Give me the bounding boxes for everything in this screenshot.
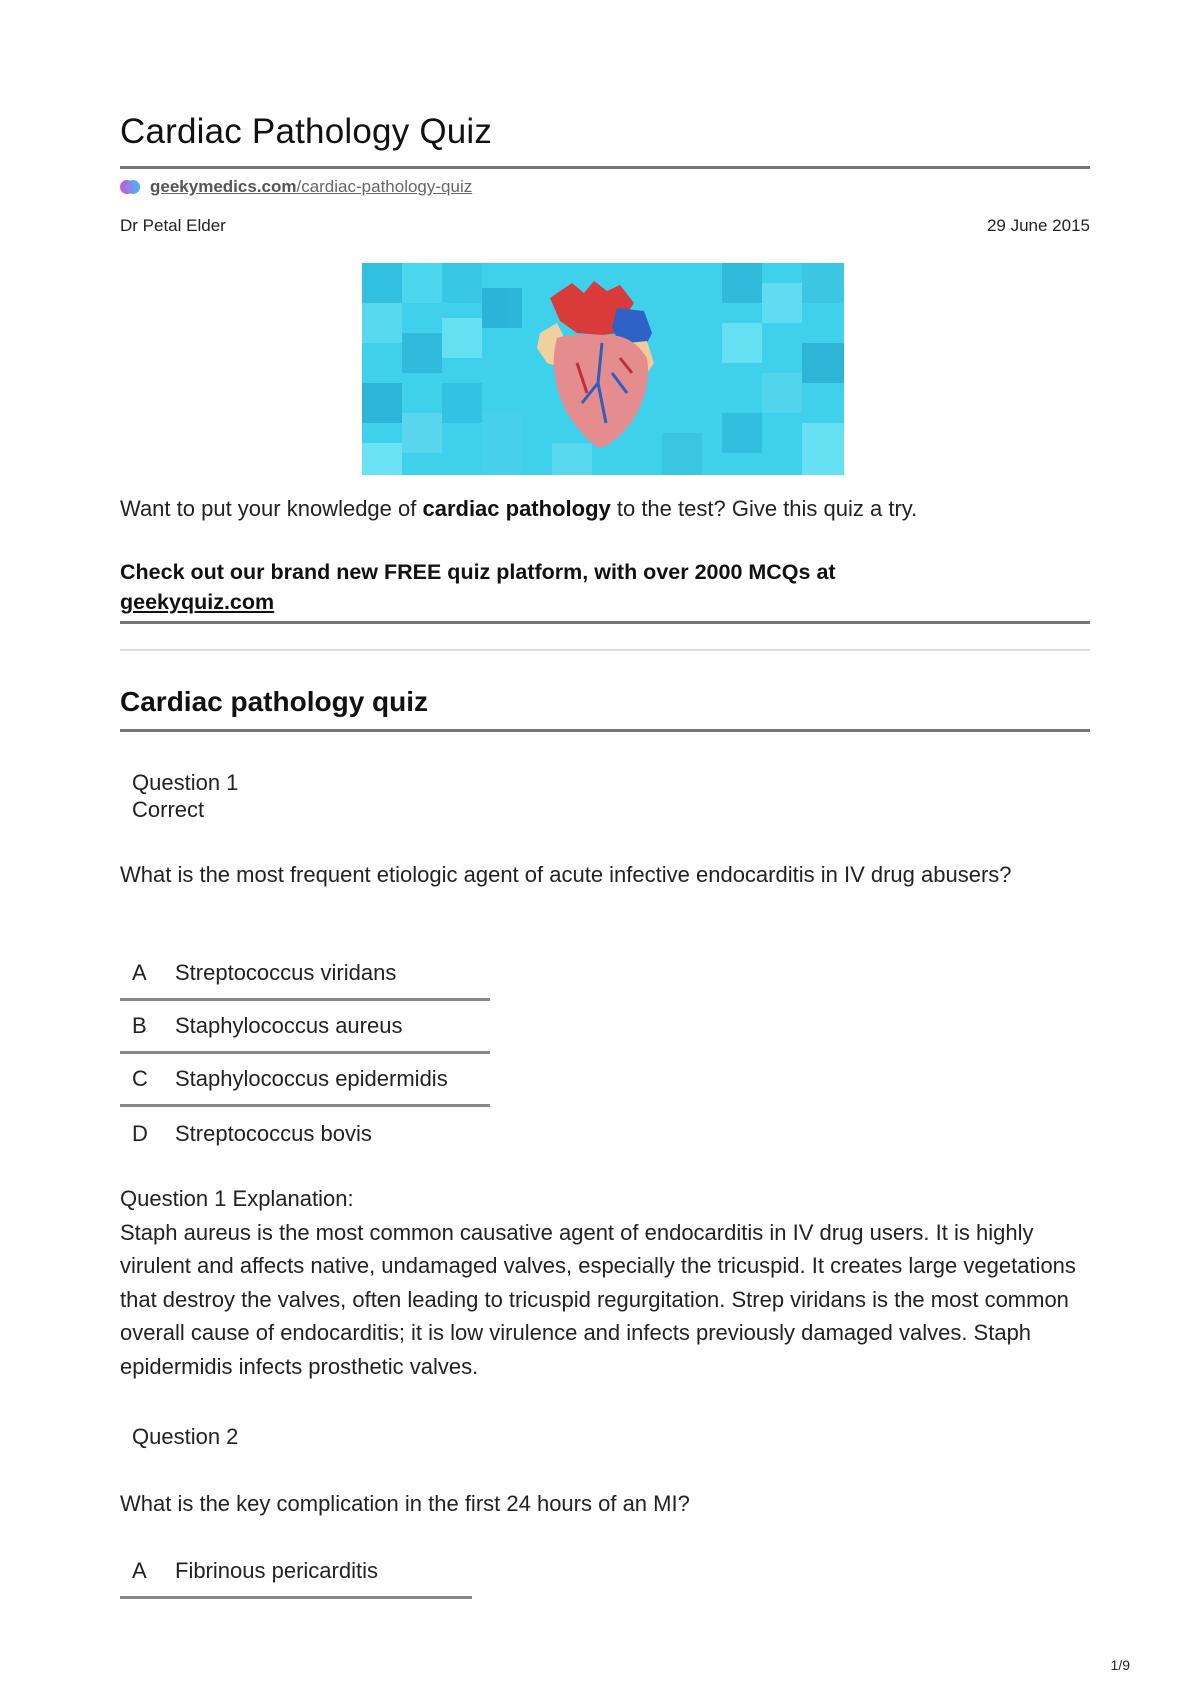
title-divider	[120, 166, 1090, 169]
geekyquiz-link[interactable]: geekyquiz.com	[120, 590, 275, 614]
cta-paragraph: Check out our brand new FREE quiz platform, with over 2000 MCQs at geekyquiz.com	[120, 560, 836, 614]
answer-option-a[interactable]: A Fibrinous pericarditis	[120, 1546, 472, 1599]
page-title: Cardiac Pathology Quiz	[120, 112, 493, 151]
source-line	[120, 177, 472, 197]
author: Dr Petal Elder	[120, 216, 226, 235]
question-2-options	[120, 1546, 472, 1599]
section-title-divider	[120, 729, 1090, 732]
answer-option-b[interactable]: B Staphylococcus aureus	[120, 1001, 490, 1054]
intro-paragraph: Want to put your knowledge of cardiac pathology to the test? Give this quiz a try.	[120, 496, 918, 521]
brain-icon	[120, 179, 140, 195]
source-link[interactable]: geekymedics.com/cardiac-pathology-quiz	[150, 177, 473, 196]
hero-image	[362, 263, 844, 475]
question-1-label: Question 1 Correct	[132, 770, 239, 822]
answer-option-a[interactable]: A Streptococcus viridans	[120, 948, 490, 1001]
answer-option-d[interactable]: D Streptococcus bovis	[132, 1120, 372, 1146]
explanation-text: Staph aureus is the most common causative agent of endocarditis in IV drug users. It is highly virulent and affects native, undamaged valves, especially the tricuspid. It creates large vegetations that destroy the valves, often leading to tricuspid regurgitation. Strep viridans is the most common overall cause of endocarditis; it is low virulence and infects previously damaged valves. Staph epidermidis infects prosthetic valves.	[120, 1219, 1076, 1379]
cta-divider	[120, 621, 1090, 624]
heart-icon	[362, 263, 844, 475]
section-divider	[120, 649, 1090, 651]
question-1-explanation	[120, 1182, 1080, 1383]
publish-date: 29 June 2015	[986, 216, 1090, 235]
section-title: Cardiac pathology quiz	[120, 686, 429, 717]
page-number: 1/9	[1110, 1657, 1130, 1673]
question-1-text: What is the most frequent etiologic agent of acute infective endocarditis in IV drug abusers?	[120, 862, 1012, 887]
question-1-options	[120, 948, 490, 1160]
answer-option-c[interactable]: C Staphylococcus epidermidis	[120, 1054, 490, 1107]
question-2-label: Question 2	[132, 1424, 239, 1449]
question-2-text: What is the key complication in the first 24 hours of an MI?	[120, 1491, 690, 1516]
question-1-status: Correct	[132, 797, 205, 822]
explanation-label: Question 1 Explanation:	[120, 1186, 354, 1211]
